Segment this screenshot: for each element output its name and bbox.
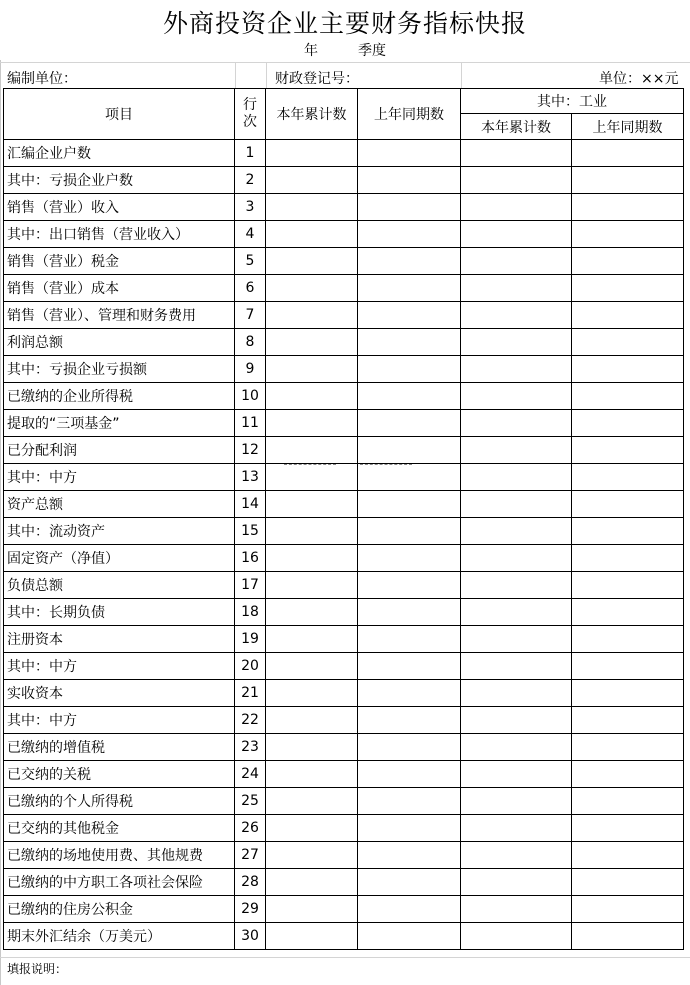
filling-notes-label: 填报说明： xyxy=(7,962,68,976)
ytd-cell[interactable] xyxy=(266,923,358,950)
industry-ytd-cell[interactable] xyxy=(461,626,572,653)
industry-ytd-cell[interactable] xyxy=(461,680,572,707)
table-row xyxy=(4,923,684,950)
row-number: 18 xyxy=(235,599,266,626)
indicator-table xyxy=(3,88,684,950)
last-year-cell[interactable] xyxy=(358,221,461,248)
last-year-cell[interactable] xyxy=(358,815,461,842)
industry-ytd-cell[interactable] xyxy=(461,464,572,491)
ytd-cell[interactable] xyxy=(266,383,358,410)
industry-ytd-cell[interactable] xyxy=(461,599,572,626)
header-industry-group: 其中：工业 xyxy=(461,89,684,114)
industry-ytd-cell[interactable] xyxy=(461,869,572,896)
row-item-label: 资产总额 xyxy=(4,491,235,518)
ytd-cell[interactable] xyxy=(266,653,358,680)
table-row xyxy=(4,599,684,626)
industry-ytd-cell[interactable] xyxy=(461,815,572,842)
table-row xyxy=(4,842,684,869)
last-year-cell[interactable] xyxy=(358,572,461,599)
row-item-label: 已交纳的其他税金 xyxy=(4,815,235,842)
industry-ytd-cell[interactable] xyxy=(461,653,572,680)
row-item-label: 已缴纳的场地使用费、其他规费 xyxy=(4,842,235,869)
ytd-cell[interactable] xyxy=(266,410,358,437)
row-number: 9 xyxy=(235,356,266,383)
last-year-cell[interactable] xyxy=(358,356,461,383)
last-year-cell[interactable] xyxy=(358,248,461,275)
header-last-year: 上年同期数 xyxy=(358,89,461,140)
industry-ytd-cell[interactable] xyxy=(461,302,572,329)
sheet-row-divider xyxy=(0,957,690,958)
row-item-label: 已缴纳的企业所得税 xyxy=(4,383,235,410)
finance-registration-label: 财政登记号： xyxy=(275,71,359,87)
industry-ytd-cell[interactable] xyxy=(461,896,572,923)
row-item-label: 期末外汇结余（万美元） xyxy=(4,923,235,950)
row-item-label: 其中：亏损企业亏损额 xyxy=(4,356,235,383)
row-number: 26 xyxy=(235,815,266,842)
industry-ytd-cell[interactable] xyxy=(461,761,572,788)
row-item-label: 负债总额 xyxy=(4,572,235,599)
table-row xyxy=(4,464,684,491)
row-number: 21 xyxy=(235,680,266,707)
last-year-cell[interactable] xyxy=(358,329,461,356)
ytd-cell[interactable] xyxy=(266,599,358,626)
ytd-cell[interactable] xyxy=(266,356,358,383)
row-item-label: 其中：出口销售（营业收入） xyxy=(4,221,235,248)
last-year-cell[interactable] xyxy=(358,842,461,869)
ytd-cell[interactable] xyxy=(266,734,358,761)
industry-last-year-cell[interactable] xyxy=(572,707,684,734)
last-year-cell[interactable] xyxy=(358,464,461,491)
row-number: 13 xyxy=(235,464,266,491)
period-year[interactable]: 年 xyxy=(304,43,318,59)
industry-ytd-cell[interactable] xyxy=(461,437,572,464)
row-item-label: 销售（营业）收入 xyxy=(4,194,235,221)
currency-unit-label: 单位：××元 xyxy=(599,71,679,87)
row-number: 6 xyxy=(235,275,266,302)
row-number: 29 xyxy=(235,896,266,923)
compiling-unit-label: 编制单位： xyxy=(7,71,77,87)
row-item-label: 已交纳的关税 xyxy=(4,761,235,788)
industry-last-year-cell[interactable] xyxy=(572,545,684,572)
industry-last-year-cell[interactable] xyxy=(572,356,684,383)
ytd-cell[interactable] xyxy=(266,815,358,842)
last-year-cell[interactable] xyxy=(358,653,461,680)
row-number: 11 xyxy=(235,410,266,437)
row-number: 27 xyxy=(235,842,266,869)
row-item-label: 已分配利润 xyxy=(4,437,235,464)
table-row xyxy=(4,815,684,842)
industry-last-year-cell[interactable] xyxy=(572,437,684,464)
last-year-cell[interactable] xyxy=(358,869,461,896)
table-row xyxy=(4,707,684,734)
header-industry-ytd: 本年累计数 xyxy=(461,114,572,140)
table-row xyxy=(4,194,684,221)
ytd-cell[interactable] xyxy=(266,302,358,329)
dashed-marker xyxy=(360,464,412,465)
ytd-cell[interactable] xyxy=(266,842,358,869)
table-row xyxy=(4,275,684,302)
industry-last-year-cell[interactable] xyxy=(572,410,684,437)
row-number: 20 xyxy=(235,653,266,680)
period-quarter[interactable]: 季度 xyxy=(358,43,386,59)
table-row xyxy=(4,572,684,599)
industry-ytd-cell[interactable] xyxy=(461,572,572,599)
row-number: 4 xyxy=(235,221,266,248)
ytd-cell[interactable] xyxy=(266,437,358,464)
row-number: 15 xyxy=(235,518,266,545)
industry-ytd-cell[interactable] xyxy=(461,491,572,518)
last-year-cell[interactable] xyxy=(358,626,461,653)
industry-last-year-cell[interactable] xyxy=(572,491,684,518)
last-year-cell[interactable] xyxy=(358,437,461,464)
row-number: 14 xyxy=(235,491,266,518)
industry-last-year-cell[interactable] xyxy=(572,302,684,329)
industry-last-year-cell[interactable] xyxy=(572,599,684,626)
ytd-cell[interactable] xyxy=(266,275,358,302)
industry-ytd-cell[interactable] xyxy=(461,734,572,761)
ytd-cell[interactable] xyxy=(266,221,358,248)
row-item-label: 固定资产（净值） xyxy=(4,545,235,572)
ytd-cell[interactable] xyxy=(266,788,358,815)
ytd-cell[interactable] xyxy=(266,545,358,572)
row-number: 25 xyxy=(235,788,266,815)
industry-last-year-cell[interactable] xyxy=(572,518,684,545)
ytd-cell[interactable] xyxy=(266,518,358,545)
industry-ytd-cell[interactable] xyxy=(461,329,572,356)
last-year-cell[interactable] xyxy=(358,896,461,923)
table-row xyxy=(4,329,684,356)
table-row xyxy=(4,302,684,329)
industry-last-year-cell[interactable] xyxy=(572,194,684,221)
last-year-cell[interactable] xyxy=(358,194,461,221)
row-item-label: 实收资本 xyxy=(4,680,235,707)
table-row xyxy=(4,896,684,923)
last-year-cell[interactable] xyxy=(358,410,461,437)
info-divider xyxy=(266,62,267,88)
industry-ytd-cell[interactable] xyxy=(461,383,572,410)
ytd-cell[interactable] xyxy=(266,680,358,707)
sheet-left-edge xyxy=(0,60,1,985)
industry-last-year-cell[interactable] xyxy=(572,383,684,410)
table-row xyxy=(4,167,684,194)
ytd-cell[interactable] xyxy=(266,194,358,221)
row-number: 28 xyxy=(235,869,266,896)
table-row xyxy=(4,248,684,275)
row-item-label: 已缴纳的增值税 xyxy=(4,734,235,761)
row-item-label: 其中：中方 xyxy=(4,653,235,680)
row-item-label: 其中：亏损企业户数 xyxy=(4,167,235,194)
table-row xyxy=(4,761,684,788)
row-number: 7 xyxy=(235,302,266,329)
industry-ytd-cell[interactable] xyxy=(461,410,572,437)
last-year-cell[interactable] xyxy=(358,275,461,302)
row-item-label: 利润总额 xyxy=(4,329,235,356)
industry-last-year-cell[interactable] xyxy=(572,788,684,815)
table-row xyxy=(4,437,684,464)
last-year-cell[interactable] xyxy=(358,491,461,518)
row-item-label: 注册资本 xyxy=(4,626,235,653)
row-item-label: 其中：中方 xyxy=(4,707,235,734)
industry-last-year-cell[interactable] xyxy=(572,680,684,707)
industry-ytd-cell[interactable] xyxy=(461,221,572,248)
last-year-cell[interactable] xyxy=(358,167,461,194)
industry-last-year-cell[interactable] xyxy=(572,221,684,248)
industry-ytd-cell[interactable] xyxy=(461,167,572,194)
row-item-label: 汇编企业户数 xyxy=(4,140,235,167)
header-industry-last-year: 上年同期数 xyxy=(572,114,684,140)
last-year-cell[interactable] xyxy=(358,923,461,950)
table-row xyxy=(4,734,684,761)
industry-last-year-cell[interactable] xyxy=(572,329,684,356)
ytd-cell[interactable] xyxy=(266,329,358,356)
industry-last-year-cell[interactable] xyxy=(572,734,684,761)
ytd-cell[interactable] xyxy=(266,464,358,491)
row-item-label: 其中：中方 xyxy=(4,464,235,491)
row-number: 3 xyxy=(235,194,266,221)
row-item-label: 提取的“三项基金” xyxy=(4,410,235,437)
industry-ytd-cell[interactable] xyxy=(461,356,572,383)
row-item-label: 其中：长期负债 xyxy=(4,599,235,626)
ytd-cell[interactable] xyxy=(266,869,358,896)
info-divider xyxy=(235,62,236,88)
industry-ytd-cell[interactable] xyxy=(461,842,572,869)
industry-last-year-cell[interactable] xyxy=(572,626,684,653)
header-row-number: 行次 xyxy=(235,89,266,140)
table-row xyxy=(4,356,684,383)
row-number: 2 xyxy=(235,167,266,194)
row-number: 24 xyxy=(235,761,266,788)
industry-ytd-cell[interactable] xyxy=(461,275,572,302)
table-row xyxy=(4,788,684,815)
industry-ytd-cell[interactable] xyxy=(461,545,572,572)
header-item: 项目 xyxy=(4,89,235,140)
report-period xyxy=(0,40,690,60)
industry-last-year-cell[interactable] xyxy=(572,464,684,491)
row-item-label: 已缴纳的个人所得税 xyxy=(4,788,235,815)
last-year-cell[interactable] xyxy=(358,545,461,572)
industry-last-year-cell[interactable] xyxy=(572,815,684,842)
dashed-marker xyxy=(284,464,336,465)
row-item-label: 已缴纳的中方职工各项社会保险 xyxy=(4,869,235,896)
row-number: 17 xyxy=(235,572,266,599)
table-row xyxy=(4,518,684,545)
row-number: 30 xyxy=(235,923,266,950)
row-item-label: 其中：流动资产 xyxy=(4,518,235,545)
industry-last-year-cell[interactable] xyxy=(572,869,684,896)
table-row xyxy=(4,491,684,518)
table-row xyxy=(4,869,684,896)
row-number: 23 xyxy=(235,734,266,761)
row-number: 12 xyxy=(235,437,266,464)
ytd-cell[interactable] xyxy=(266,248,358,275)
table-row xyxy=(4,680,684,707)
last-year-cell[interactable] xyxy=(358,302,461,329)
row-item-label: 销售（营业）成本 xyxy=(4,275,235,302)
industry-ytd-cell[interactable] xyxy=(461,140,572,167)
industry-last-year-cell[interactable] xyxy=(572,275,684,302)
industry-last-year-cell[interactable] xyxy=(572,248,684,275)
last-year-cell[interactable] xyxy=(358,599,461,626)
industry-ytd-cell[interactable] xyxy=(461,194,572,221)
ytd-cell[interactable] xyxy=(266,572,358,599)
industry-ytd-cell[interactable] xyxy=(461,248,572,275)
row-number: 1 xyxy=(235,140,266,167)
last-year-cell[interactable] xyxy=(358,680,461,707)
last-year-cell[interactable] xyxy=(358,788,461,815)
table-row xyxy=(4,626,684,653)
row-number: 22 xyxy=(235,707,266,734)
row-number: 19 xyxy=(235,626,266,653)
row-item-label: 销售（营业）、管理和财务费用 xyxy=(4,302,235,329)
industry-last-year-cell[interactable] xyxy=(572,572,684,599)
row-number: 8 xyxy=(235,329,266,356)
last-year-cell[interactable] xyxy=(358,383,461,410)
industry-last-year-cell[interactable] xyxy=(572,896,684,923)
last-year-cell[interactable] xyxy=(358,707,461,734)
ytd-cell[interactable] xyxy=(266,896,358,923)
table-row xyxy=(4,545,684,572)
table-row xyxy=(4,221,684,248)
table-row xyxy=(4,140,684,167)
ytd-cell[interactable] xyxy=(266,491,358,518)
report-title: 外商投资企业主要财务指标快报 xyxy=(162,9,527,38)
ytd-cell[interactable] xyxy=(266,761,358,788)
ytd-cell[interactable] xyxy=(266,140,358,167)
table-row xyxy=(4,653,684,680)
row-item-label: 销售（营业）税金 xyxy=(4,248,235,275)
industry-last-year-cell[interactable] xyxy=(572,167,684,194)
table-body xyxy=(4,140,684,950)
header-ytd: 本年累计数 xyxy=(266,89,358,140)
industry-last-year-cell[interactable] xyxy=(572,140,684,167)
row-number: 10 xyxy=(235,383,266,410)
industry-last-year-cell[interactable] xyxy=(572,842,684,869)
info-line xyxy=(0,62,690,89)
row-number: 5 xyxy=(235,248,266,275)
ytd-cell[interactable] xyxy=(266,707,358,734)
table-row xyxy=(4,410,684,437)
table-row xyxy=(4,383,684,410)
industry-last-year-cell[interactable] xyxy=(572,653,684,680)
industry-ytd-cell[interactable] xyxy=(461,788,572,815)
industry-last-year-cell[interactable] xyxy=(572,761,684,788)
last-year-cell[interactable] xyxy=(358,518,461,545)
info-divider xyxy=(461,62,462,88)
industry-last-year-cell[interactable] xyxy=(572,923,684,950)
industry-ytd-cell[interactable] xyxy=(461,518,572,545)
last-year-cell[interactable] xyxy=(358,734,461,761)
ytd-cell[interactable] xyxy=(266,167,358,194)
industry-ytd-cell[interactable] xyxy=(461,707,572,734)
row-number: 16 xyxy=(235,545,266,572)
last-year-cell[interactable] xyxy=(358,140,461,167)
industry-ytd-cell[interactable] xyxy=(461,923,572,950)
ytd-cell[interactable] xyxy=(266,626,358,653)
row-item-label: 已缴纳的住房公积金 xyxy=(4,896,235,923)
last-year-cell[interactable] xyxy=(358,761,461,788)
